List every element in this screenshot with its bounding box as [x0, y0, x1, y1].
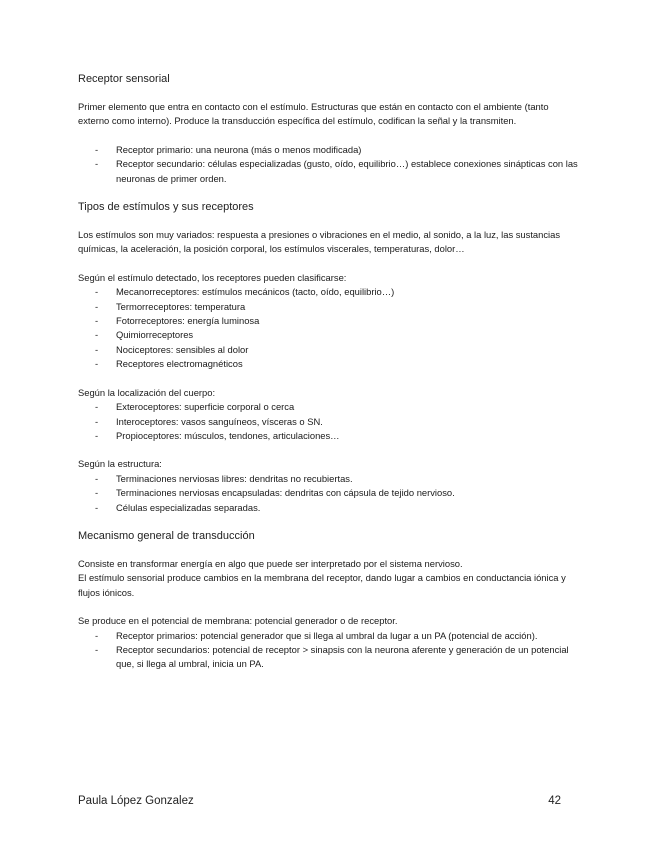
section-heading-mecanismo: Mecanismo general de transducción	[78, 529, 255, 542]
list-item: - Receptor primarios: potencial generador que si llega al umbral da lugar a un PA (potencial de acción).	[78, 629, 578, 643]
page-content	[78, 72, 578, 672]
footer-author: Paula López Gonzalez	[78, 795, 194, 807]
group-intro-structure: Según la estructura:	[78, 458, 162, 470]
list-item: - Receptor primario: una neurona (más o menos modificada)	[78, 143, 578, 157]
list-item: - Receptor secundario: células especializadas (gusto, oído, equilibrio…) establece conexiones sinápticas con las neuronas de primer orden.	[95, 158, 578, 184]
location-classification-list	[78, 400, 578, 443]
bullet-dash: -	[95, 158, 99, 170]
paragraph-potential-intro: Se produce en el potencial de membrana: potencial generador o de receptor.	[78, 615, 398, 627]
bullet-dash: -	[95, 401, 99, 413]
list-item: - Receptor secundarios: potencial de receptor > sinapsis con la neurona aferente y generación de un potencial que, si llega al umbral, inicia un PA.	[95, 643, 569, 670]
potential-list	[78, 629, 578, 672]
paragraph-transduction-line2: El estímulo sensorial produce cambios en la membrana del receptor, dando lugar a cambios en conductancia iónica y flujos iónicos.	[78, 572, 566, 598]
paragraph-stimuli: Los estímulos son muy variados: respuesta a presiones o vibraciones en el medio, al sonido, a la luz, las sustancias químicas, la aceleración, la posición corporal, los estímulos viscerales, temperaturas, dolor…	[78, 229, 561, 255]
structure-classification-list	[78, 472, 578, 515]
list-item: - Quimiorreceptores	[78, 328, 578, 342]
list-item: - Exteroceptores: superficie corporal o cerca	[78, 400, 578, 414]
bullet-dash: -	[95, 300, 99, 312]
bullet-dash: -	[95, 487, 99, 499]
section-heading-receptor-sensorial: Receptor sensorial	[78, 73, 170, 85]
bullet-dash: -	[95, 429, 99, 441]
bullet-dash: -	[95, 629, 99, 641]
stimulus-classification-list	[78, 285, 578, 371]
bullet-dash: -	[95, 501, 99, 513]
footer-page-number: 42	[548, 795, 561, 807]
list-item: - Propioceptores: músculos, tendones, articulaciones…	[78, 429, 578, 443]
bullet-dash: -	[95, 286, 99, 298]
list-item: - Termorreceptores: temperatura	[78, 300, 578, 314]
bullet-dash: -	[95, 472, 99, 484]
bullet-dash: -	[95, 329, 99, 341]
list-item: - Terminaciones nerviosas encapsuladas: dendritas con cápsula de tejido nervioso.	[78, 486, 578, 500]
list-item: - Células especializadas separadas.	[78, 501, 578, 515]
bullet-dash: -	[95, 358, 99, 370]
group-intro-location: Según la localización del cuerpo:	[78, 386, 216, 398]
section-heading-tipos-estimulos: Tipos de estímulos y sus receptores	[78, 201, 254, 214]
bullet-dash: -	[95, 143, 99, 155]
bullet-dash: -	[95, 643, 99, 655]
list-item: - Nociceptores: sensibles al dolor	[78, 343, 578, 357]
bullet-dash: -	[95, 343, 99, 355]
paragraph-transduction-line1: Consiste en transformar energía en algo que puede ser interpretado por el sistema nervioso.	[78, 557, 463, 569]
list-item: - Receptores electromagnéticos	[78, 357, 578, 371]
bullet-dash: -	[95, 415, 99, 427]
list-item: - Mecanorreceptores: estímulos mecánicos (tacto, oído, equilibrio…)	[78, 285, 578, 299]
list-item: - Fotorreceptores: energía luminosa	[78, 314, 578, 328]
list-item: - Terminaciones nerviosas libres: dendritas no recubiertas.	[78, 472, 578, 486]
group-intro-stimulus: Según el estímulo detectado, los receptores pueden clasificarse:	[78, 271, 347, 283]
receptor-type-list	[78, 143, 578, 186]
list-item: - Interoceptores: vasos sanguíneos, vísceras o SN.	[78, 415, 578, 429]
paragraph-receptor-definition: Primer elemento que entra en contacto con el estímulo. Estructuras que están en contacto con el ambiente (tanto externo como interno). Produce la transducción específica del estímulo, codifican la señal y la transmiten.	[78, 101, 549, 127]
bullet-dash: -	[95, 315, 99, 327]
